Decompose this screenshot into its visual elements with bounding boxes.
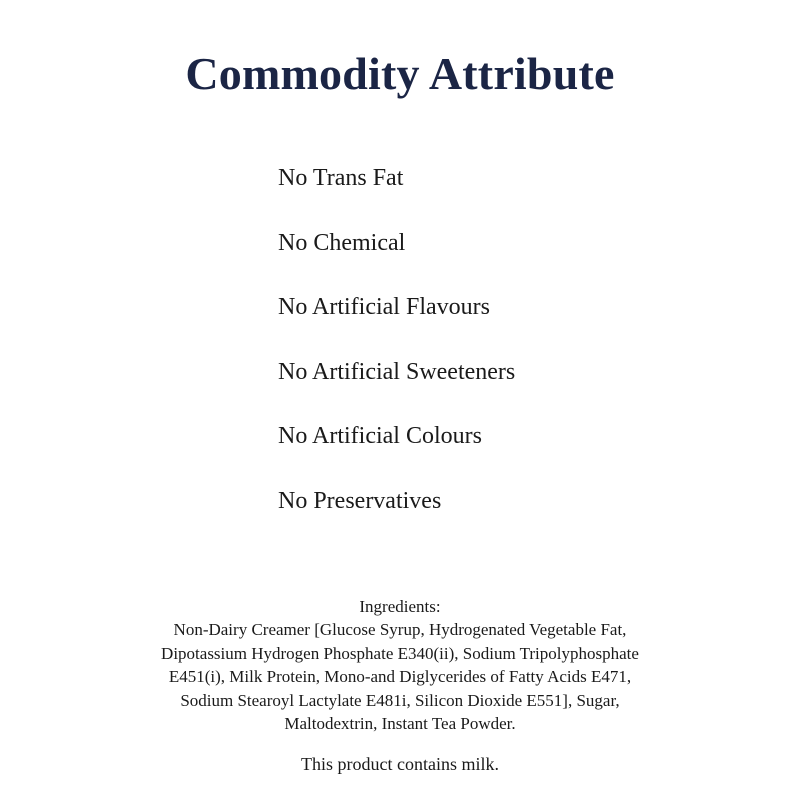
ingredients-line: E451(i), Milk Protein, Mono-and Diglycerides of Fatty Acids E471, bbox=[168, 667, 632, 686]
ingredients-block bbox=[0, 596, 800, 736]
attribute-item: No Artificial Sweeteners bbox=[278, 358, 516, 385]
attribute-item: No Artificial Colours bbox=[278, 423, 482, 450]
ingredients-line: Sodium Stearoyl Lactylate E481i, Silicon Dioxide E551], Sugar, bbox=[180, 690, 620, 710]
attribute-item: No Chemical bbox=[278, 229, 406, 256]
attribute-item: No Preservatives bbox=[278, 487, 442, 514]
attribute-item: No Artificial Flavours bbox=[278, 294, 490, 321]
allergen-note: This product contains milk. bbox=[301, 754, 499, 774]
ingredients-line: Non-Dairy Creamer [Glucose Syrup, Hydrogenated Vegetable Fat, bbox=[173, 620, 627, 639]
ingredients-heading: Ingredients: bbox=[359, 597, 441, 616]
attribute-item: No Trans Fat bbox=[278, 165, 404, 191]
ingredients-line: Dipotassium Hydrogen Phosphate E340(ii), Sodium Tripolyphosphate bbox=[161, 643, 639, 663]
page-title: Commodity Attribute bbox=[185, 48, 615, 99]
attribute-list bbox=[278, 160, 515, 548]
ingredients-line: Maltodextrin, Instant Tea Powder. bbox=[284, 714, 516, 733]
